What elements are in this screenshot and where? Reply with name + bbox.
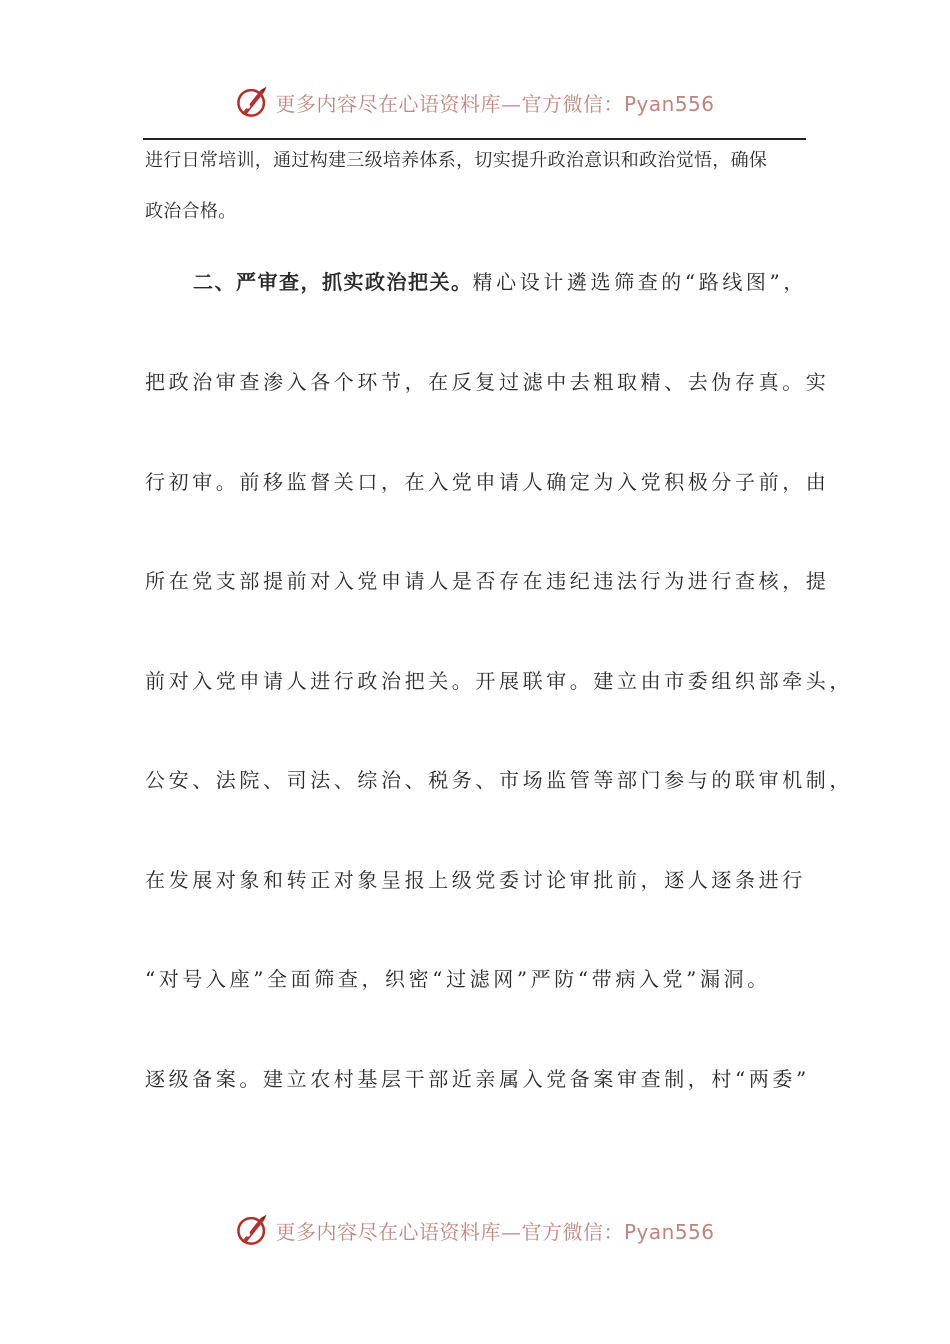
header-slogan-cn: 更多内容尽在心语资料库—官方微信：	[275, 91, 624, 116]
section-line-6: 在发展对象和转正对象呈报上级党委讨论审批前，逐人逐条进行	[145, 868, 806, 892]
section-line-1: 把政治审查渗入各个环节，在反复过滤中去粗取精、去伪存真。实	[145, 370, 830, 394]
quill-pen-icon	[235, 85, 269, 119]
quill-pen-icon	[235, 1213, 269, 1247]
section-line-2: 行初审。前移监督关口，在入党申请人确定为入党积极分子前，由	[145, 470, 830, 494]
header-wechat-id: Pyan556	[623, 91, 715, 116]
header-divider	[143, 138, 806, 140]
intro-line-1: 进行日常培训，通过构建三级培养体系，切实提升政治意识和政治觉悟，确保	[145, 150, 768, 171]
section-line-5: 公安、法院、司法、综治、税务、市场监管等部门参与的联审机制，	[145, 768, 853, 792]
footer-slogan-cn: 更多内容尽在心语资料库—官方微信：	[275, 1219, 624, 1244]
footer-banner	[0, 1210, 950, 1250]
header-banner	[0, 82, 950, 122]
header-slogan	[275, 88, 714, 117]
section-line-4: 前对入党申请人进行政治把关。开展联审。建立由市委组织部牵头，	[145, 669, 853, 693]
section-heading: 二、严审查，抓实政治把关。	[193, 270, 473, 294]
section-line-8: 逐级备案。建立农村基层干部近亲属入党备案审查制，村“两委”	[145, 1067, 810, 1091]
section-line-3: 所在党支部提前对入党申请人是否存在违纪违法行为进行查核，提	[145, 569, 830, 593]
section-first-line-rest: 精心设计遴选筛查的“路线图”，	[472, 270, 807, 294]
section-line-7: “对号入座”全面筛查，织密“过滤网”严防“带病入党”漏洞。	[145, 967, 771, 991]
footer-wechat-id: Pyan556	[623, 1219, 715, 1244]
intro-line-2: 政治合格。	[145, 201, 237, 222]
section-first-line	[193, 266, 807, 295]
footer-slogan	[275, 1216, 714, 1245]
